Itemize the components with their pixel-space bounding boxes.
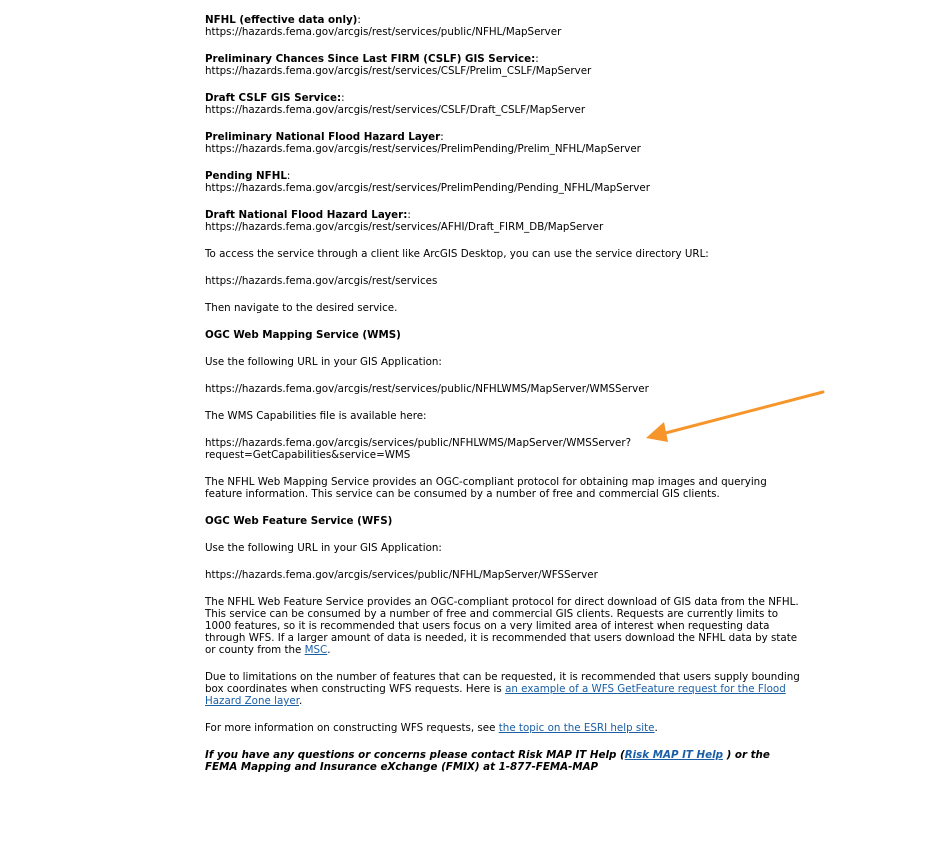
wms-description: The NFHL Web Mapping Service provides an OGC-compliant protocol for obtaining map images and querying feature information. This service can be consumed by a number of free and commercial GIS clients. <box>205 476 767 500</box>
service-title: NFHL (effective data only) <box>205 14 358 26</box>
wfs-limitations <box>205 671 805 707</box>
wms-use-text: Use the following URL in your GIS Application: <box>205 356 442 368</box>
service-title: Pending NFHL <box>205 170 287 182</box>
wfs-more-info <box>205 722 805 734</box>
wfs-description <box>205 596 805 656</box>
service-url: https://hazards.fema.gov/arcgis/rest/services/CSLF/Prelim_CSLF/MapServer <box>205 65 592 77</box>
service-url: https://hazards.fema.gov/arcgis/rest/services/AFHI/Draft_FIRM_DB/MapServer <box>205 221 604 233</box>
contact-footer <box>205 749 805 773</box>
separator: : <box>535 53 539 65</box>
service-url: https://hazards.fema.gov/arcgis/rest/services/public/NFHL/MapServer <box>205 26 562 38</box>
separator: : <box>341 92 345 104</box>
period: . <box>654 722 658 734</box>
wfs-heading: OGC Web Feature Service (WFS) <box>205 515 393 527</box>
wfs-use-text: Use the following URL in your GIS Application: <box>205 542 442 554</box>
service-draft-cslf <box>205 92 805 116</box>
service-title: Draft National Flood Hazard Layer: <box>205 209 408 221</box>
limitations-text: Due to limitations on the number of features that can be requested, it is recommended that users supply bounding box coordinates when constructing WFS requests. Here is <box>205 671 800 695</box>
wfs-description-text: The NFHL Web Feature Service provides an OGC-compliant protocol for direct download of GIS data from the NFHL. This service can be consumed by a number of free and commercial GIS clients. Requests are currently limits to 1000 features, so it is recommended that users focus on a very limited area of interest when requesting data through WFS. If a larger amount of data is needed, it is recommended that users download the NFHL data by state or county from the <box>205 596 799 656</box>
service-prelim-cslf <box>205 53 805 77</box>
wms-capabilities-text: The WMS Capabilities file is available here: <box>205 410 427 422</box>
wfs-url: https://hazards.fema.gov/arcgis/services/public/NFHL/MapServer/WFSServer <box>205 569 598 581</box>
period: . <box>327 644 331 656</box>
risk-map-it-help-link[interactable]: Risk MAP IT Help <box>624 749 724 761</box>
separator: : <box>286 170 291 182</box>
more-info-text: For more information on constructing WFS requests, see <box>205 722 496 734</box>
orange-arrow-annotation <box>640 385 830 445</box>
service-title: Preliminary National Flood Hazard Layer <box>205 131 441 143</box>
directory-url: https://hazards.fema.gov/arcgis/rest/services <box>205 275 438 287</box>
period: . <box>299 695 303 707</box>
service-url: https://hazards.fema.gov/arcgis/rest/services/PrelimPending/Prelim_NFHL/MapServer <box>205 143 641 155</box>
footer-text-before: If you have any questions or concerns please contact Risk MAP IT Help ( <box>205 749 625 761</box>
service-url: https://hazards.fema.gov/arcgis/rest/services/PrelimPending/Pending_NFHL/MapServer <box>205 182 650 194</box>
separator: : <box>357 14 361 26</box>
service-title: Draft CSLF GIS Service: <box>205 92 342 104</box>
msc-link[interactable]: MSC <box>304 644 328 656</box>
capabilities-url-line2: request=GetCapabilities&service=WMS <box>205 449 411 461</box>
navigate-text: Then navigate to the desired service. <box>205 302 398 314</box>
capabilities-url-line1: https://hazards.fema.gov/arcgis/services/public/NFHLWMS/MapServer/WMSServer? <box>205 437 632 449</box>
service-draft-nfhl <box>205 209 805 233</box>
wfs-example-link[interactable]: an example of a WFS GetFeature request for the Flood Hazard Zone layer <box>205 683 786 707</box>
esri-help-link[interactable]: the topic on the ESRI help site <box>498 722 655 734</box>
service-prelim-nfhl <box>205 131 805 155</box>
service-url: https://hazards.fema.gov/arcgis/rest/services/CSLF/Draft_CSLF/MapServer <box>205 104 586 116</box>
service-title: Preliminary Chances Since Last FIRM (CSLF) GIS Service: <box>205 53 536 65</box>
access-text: To access the service through a client like ArcGIS Desktop, you can use the service directory URL: <box>205 248 709 260</box>
footer-text-after: ) or the FEMA Mapping and Insurance eXchange (FMIX) at 1-877-FEMA-MAP <box>205 749 770 773</box>
separator: : <box>407 209 411 221</box>
service-pending-nfhl <box>205 170 805 194</box>
service-nfhl <box>205 14 805 38</box>
wms-heading: OGC Web Mapping Service (WMS) <box>205 329 401 341</box>
separator: : <box>440 131 444 143</box>
wms-url: https://hazards.fema.gov/arcgis/rest/services/public/NFHLWMS/MapServer/WMSServer <box>205 383 649 395</box>
